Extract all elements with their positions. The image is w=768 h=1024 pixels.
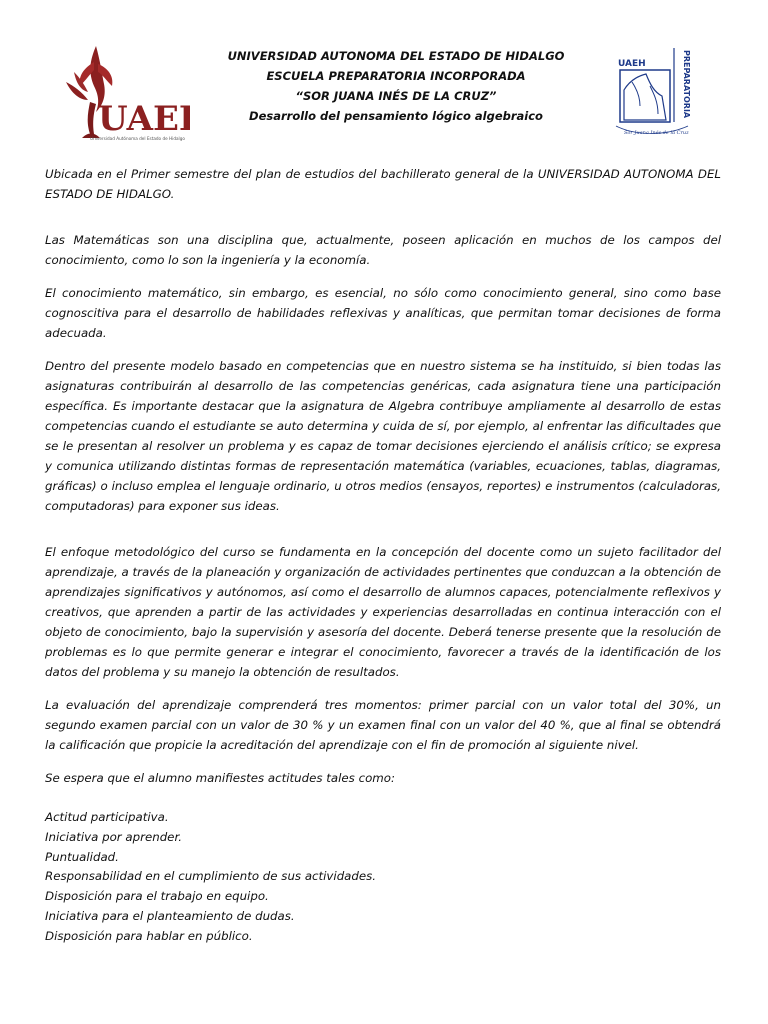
list-item: Actitud participativa. bbox=[45, 810, 169, 824]
uaeh-bird-emblem-icon bbox=[60, 42, 190, 142]
list-item: Iniciativa para el planteamiento de dudas. bbox=[45, 908, 295, 923]
svg-text:UAEH: UAEH bbox=[618, 59, 646, 69]
school-name: ESCUELA PREPARATORIA INCORPORADA bbox=[266, 69, 526, 83]
list-item: Iniciativa por aprender. bbox=[45, 829, 182, 844]
course-title: Desarrollo del pensamiento lógico algebraico bbox=[249, 109, 543, 123]
document-body bbox=[45, 164, 721, 947]
paragraph-competencies: Dentro del presente modelo basado en competencias que en nuestro sistema se ha instituido, si bien todas las asignaturas contribuirán al desarrollo de las competencias genéricas, cada asignatura tiene una participación específica. Es importante destacar que la asignatura de Algebra contribuye ampliamente al desarrollo de estas competencias cuando el estudiante se auto determina y cuida de sí, por ejemplo, al enfrentar las dificultades que se le presentan al resolver un problema y es capaz de tomar decisiones ejerciendo el análisis crítico; se expresa y comunica utilizando distintas formas de representación matemática (variables, ecuaciones, tablas, diagramas, gráficas) o incluso emplea el lenguaje ordinario, u otros medios (ensayos, reportes) e instrumentos (calculadoras, computadoras) para exponer sus ideas. bbox=[45, 359, 721, 513]
uaeh-university-logo bbox=[60, 42, 190, 142]
paragraph-expectations: Se espera que el alumno manifiestes actitudes tales como: bbox=[45, 771, 395, 785]
paragraph-evaluation: La evaluación del aprendizaje comprenderá tres momentos: primer parcial con un valor total del 30%, un segundo examen parcial con un valor de 30 % y un examen final con un valor del 40 %, que al final se obtendrá la calificación que propicie la acreditación del aprendizaje con el fin de promoción al siguiente nivel. bbox=[45, 698, 721, 752]
svg-text:UAEH: UAE bbox=[98, 99, 179, 139]
svg-text:Universidad Autónoma del Estad: Universidad Autónoma del Estado de Hidalgo bbox=[90, 136, 185, 141]
paragraph-location: Ubicada en el Primer semestre del plan de estudios del bachillerato general de la UNIVERSIDAD AUTONOMA DEL ESTADO DE HIDALGO. bbox=[45, 167, 721, 201]
list-item: Disposición para hablar en público. bbox=[45, 928, 253, 943]
document-header bbox=[200, 46, 592, 126]
list-item: Disposición para el trabajo en equipo. bbox=[45, 889, 269, 904]
svg-text:PREPARATORIA: PREPARATORIA bbox=[682, 50, 691, 119]
paragraph-methodology: El enfoque metodológico del curso se fundamenta en la concepción del docente como un sujeto facilitador del aprendizaje, a través de la planeación y organización de actividades pertinentes que conduzcan a la obtención de aprendizajes significativos y autónomos, así como el desarrollo de alumnos capaces, potencialmente reflexivos y creativos, que aprenden a partir de las actividades y experiencias desarrolladas en continua interacción con el objeto de conocimiento, bajo la supervisión y asesoría del docente. Deberá tenerse presente que la resolución de problemas es lo que permite generar e integrar el conocimiento, favorecer a través de la identificación de los datos del problema y su manejo la obtención de resultados. bbox=[45, 545, 721, 679]
preparatoria-seal-icon bbox=[610, 40, 702, 140]
paragraph-knowledge: El conocimiento matemático, sin embargo, es esencial, no sólo como conocimiento general, sino como base cognoscitiva para el desarrollo de habilidades reflexivas y analíticas, que permitan tomar decisiones de forma adecuada. bbox=[45, 286, 721, 340]
list-item: Puntualidad. bbox=[45, 849, 119, 864]
attitudes-list bbox=[45, 808, 721, 947]
preparatoria-logo bbox=[610, 40, 702, 140]
svg-text:Sor Juana Inés de la Cruz: Sor Juana Inés de la Cruz bbox=[624, 130, 689, 136]
university-name: UNIVERSIDAD AUTONOMA DEL ESTADO DE HIDALGO bbox=[227, 49, 565, 63]
school-subtitle: “SOR JUANA INÉS DE LA CRUZ” bbox=[295, 89, 497, 103]
paragraph-mathematics: Las Matemáticas son una disciplina que, actualmente, poseen aplicación en muchos de los campos del conocimiento, como lo son la ingeniería y la economía. bbox=[45, 233, 721, 267]
list-item: Responsabilidad en el cumplimiento de sus actividades. bbox=[45, 869, 377, 884]
